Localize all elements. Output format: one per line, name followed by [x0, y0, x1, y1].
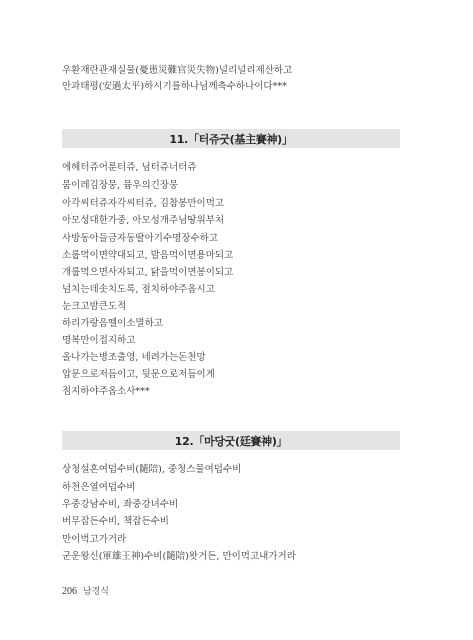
- intro-line-1: 우환재란관재실물(憂患災難官災失物)널리널리제산하고: [62, 65, 293, 76]
- section-11-line: 넘치는데솟치도록, 점치하야주옵시고: [62, 284, 215, 295]
- section-11-line: 소룹먹이면약대되고, 발음먹이면용마되고: [62, 250, 234, 261]
- section-11-heading-band: [62, 129, 400, 148]
- section-11-line: 눈크고밤큰도적: [62, 301, 127, 312]
- section-12-heading: 12.「마당굿(廷賽神)」: [174, 434, 288, 448]
- running-title: 남경식: [82, 587, 109, 597]
- section-11-line: 개룹먹으면사자되고, 닭을먹이면봉이되고: [62, 267, 234, 278]
- section-11-line: 뭄이레김장뭉, 뮴우의긴장뭉: [62, 180, 179, 191]
- section-12-line: 하천은열여덥수비: [62, 482, 136, 493]
- page-footer: [62, 584, 109, 597]
- page-number: 206: [62, 586, 77, 597]
- section-12-heading-band: [62, 431, 400, 450]
- section-11-line: 아각씨터쥬자각씨터쥬, 김참봉만이먹고: [62, 198, 225, 209]
- section-11-heading: 11.「터쥬굿(基主賽神)」: [169, 132, 293, 146]
- section-11-line: 에헤터쥬어룬터쥬, 님터쥬너터쥬: [62, 162, 197, 173]
- section-11-line: 점지하야주옵소사***: [62, 386, 150, 397]
- section-11-line: 압문으로저듬이고, 뒷문으로저듬이게: [62, 369, 215, 380]
- section-11-line: 하리가랑음뗄이소멸하고: [62, 318, 163, 329]
- section-12-line: 버무잡든수비, 책잡든수비: [62, 516, 169, 527]
- section-11-line: 올나가는병조출영, 네려가는돈천망: [62, 352, 206, 363]
- section-11-line: 사방동아들금자동딸아기수명장수하고: [62, 233, 219, 244]
- section-11-line: 명복만이접지하고: [62, 335, 136, 346]
- intro-line-2: 안과태평(安過太平)하시기를하나님께축수하나이다***: [62, 81, 287, 92]
- section-12-line: 만이벅고가거라: [62, 534, 127, 545]
- section-12-line: 우중강남수비, 좌중강녀수비: [62, 499, 179, 510]
- section-12-line: 군운왕신(軍雄王神)수비(隨陪)왓거든, 만이먹고내가거라: [62, 551, 296, 562]
- section-11-line: 아모성대한가중, 아모성개주님땅위부처: [62, 215, 225, 226]
- section-12-line: 상청설혼여덥수비(隨陪), 중청스물여덥수비: [62, 464, 242, 475]
